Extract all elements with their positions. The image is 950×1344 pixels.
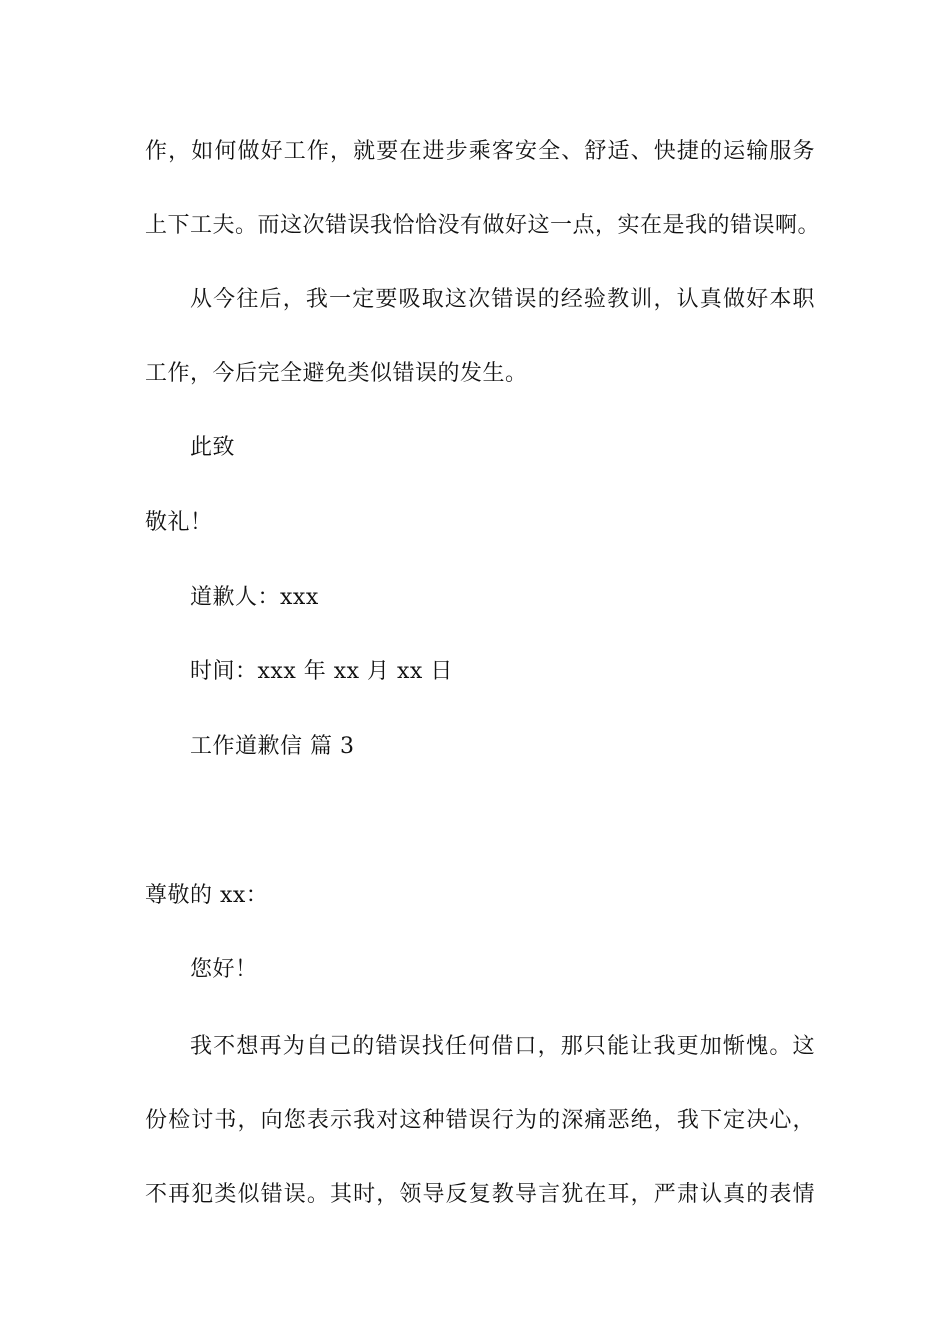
paragraph-line: 从今往后，我一定要吸取这次错误的经验教训，认真做好本职 bbox=[190, 287, 815, 312]
paragraph-line: 工作，今后完全避免类似错误的发生。 bbox=[145, 361, 528, 386]
closing-regards: 敬礼！ bbox=[145, 510, 213, 535]
letter-greeting: 尊敬的 xx： bbox=[145, 883, 269, 908]
signature-name: 道歉人：xxx bbox=[190, 585, 319, 610]
paragraph-line: 份检讨书，向您表示我对这种错误行为的深痛恶绝，我下定决心， bbox=[145, 1108, 815, 1133]
paragraph-line: 不再犯类似错误。其时，领导反复教导言犹在耳，严肃认真的表情 bbox=[145, 1182, 815, 1207]
paragraph-line: 作，如何做好工作，就要在进步乘客安全、舒适、快捷的运输服务 bbox=[145, 139, 815, 164]
section-heading: 工作道歉信 篇 3 bbox=[190, 734, 355, 759]
letter-hello: 您好！ bbox=[190, 957, 258, 982]
closing-salutation: 此致 bbox=[190, 435, 236, 460]
paragraph-line: 我不想再为自己的错误找任何借口，那只能让我更加惭愧。这 bbox=[190, 1034, 815, 1059]
paragraph-line: 上下工夫。而这次错误我恰恰没有做好这一点，实在是我的错误啊。 bbox=[145, 213, 821, 238]
signature-date: 时间：xxx 年 xx 月 xx 日 bbox=[190, 659, 453, 684]
